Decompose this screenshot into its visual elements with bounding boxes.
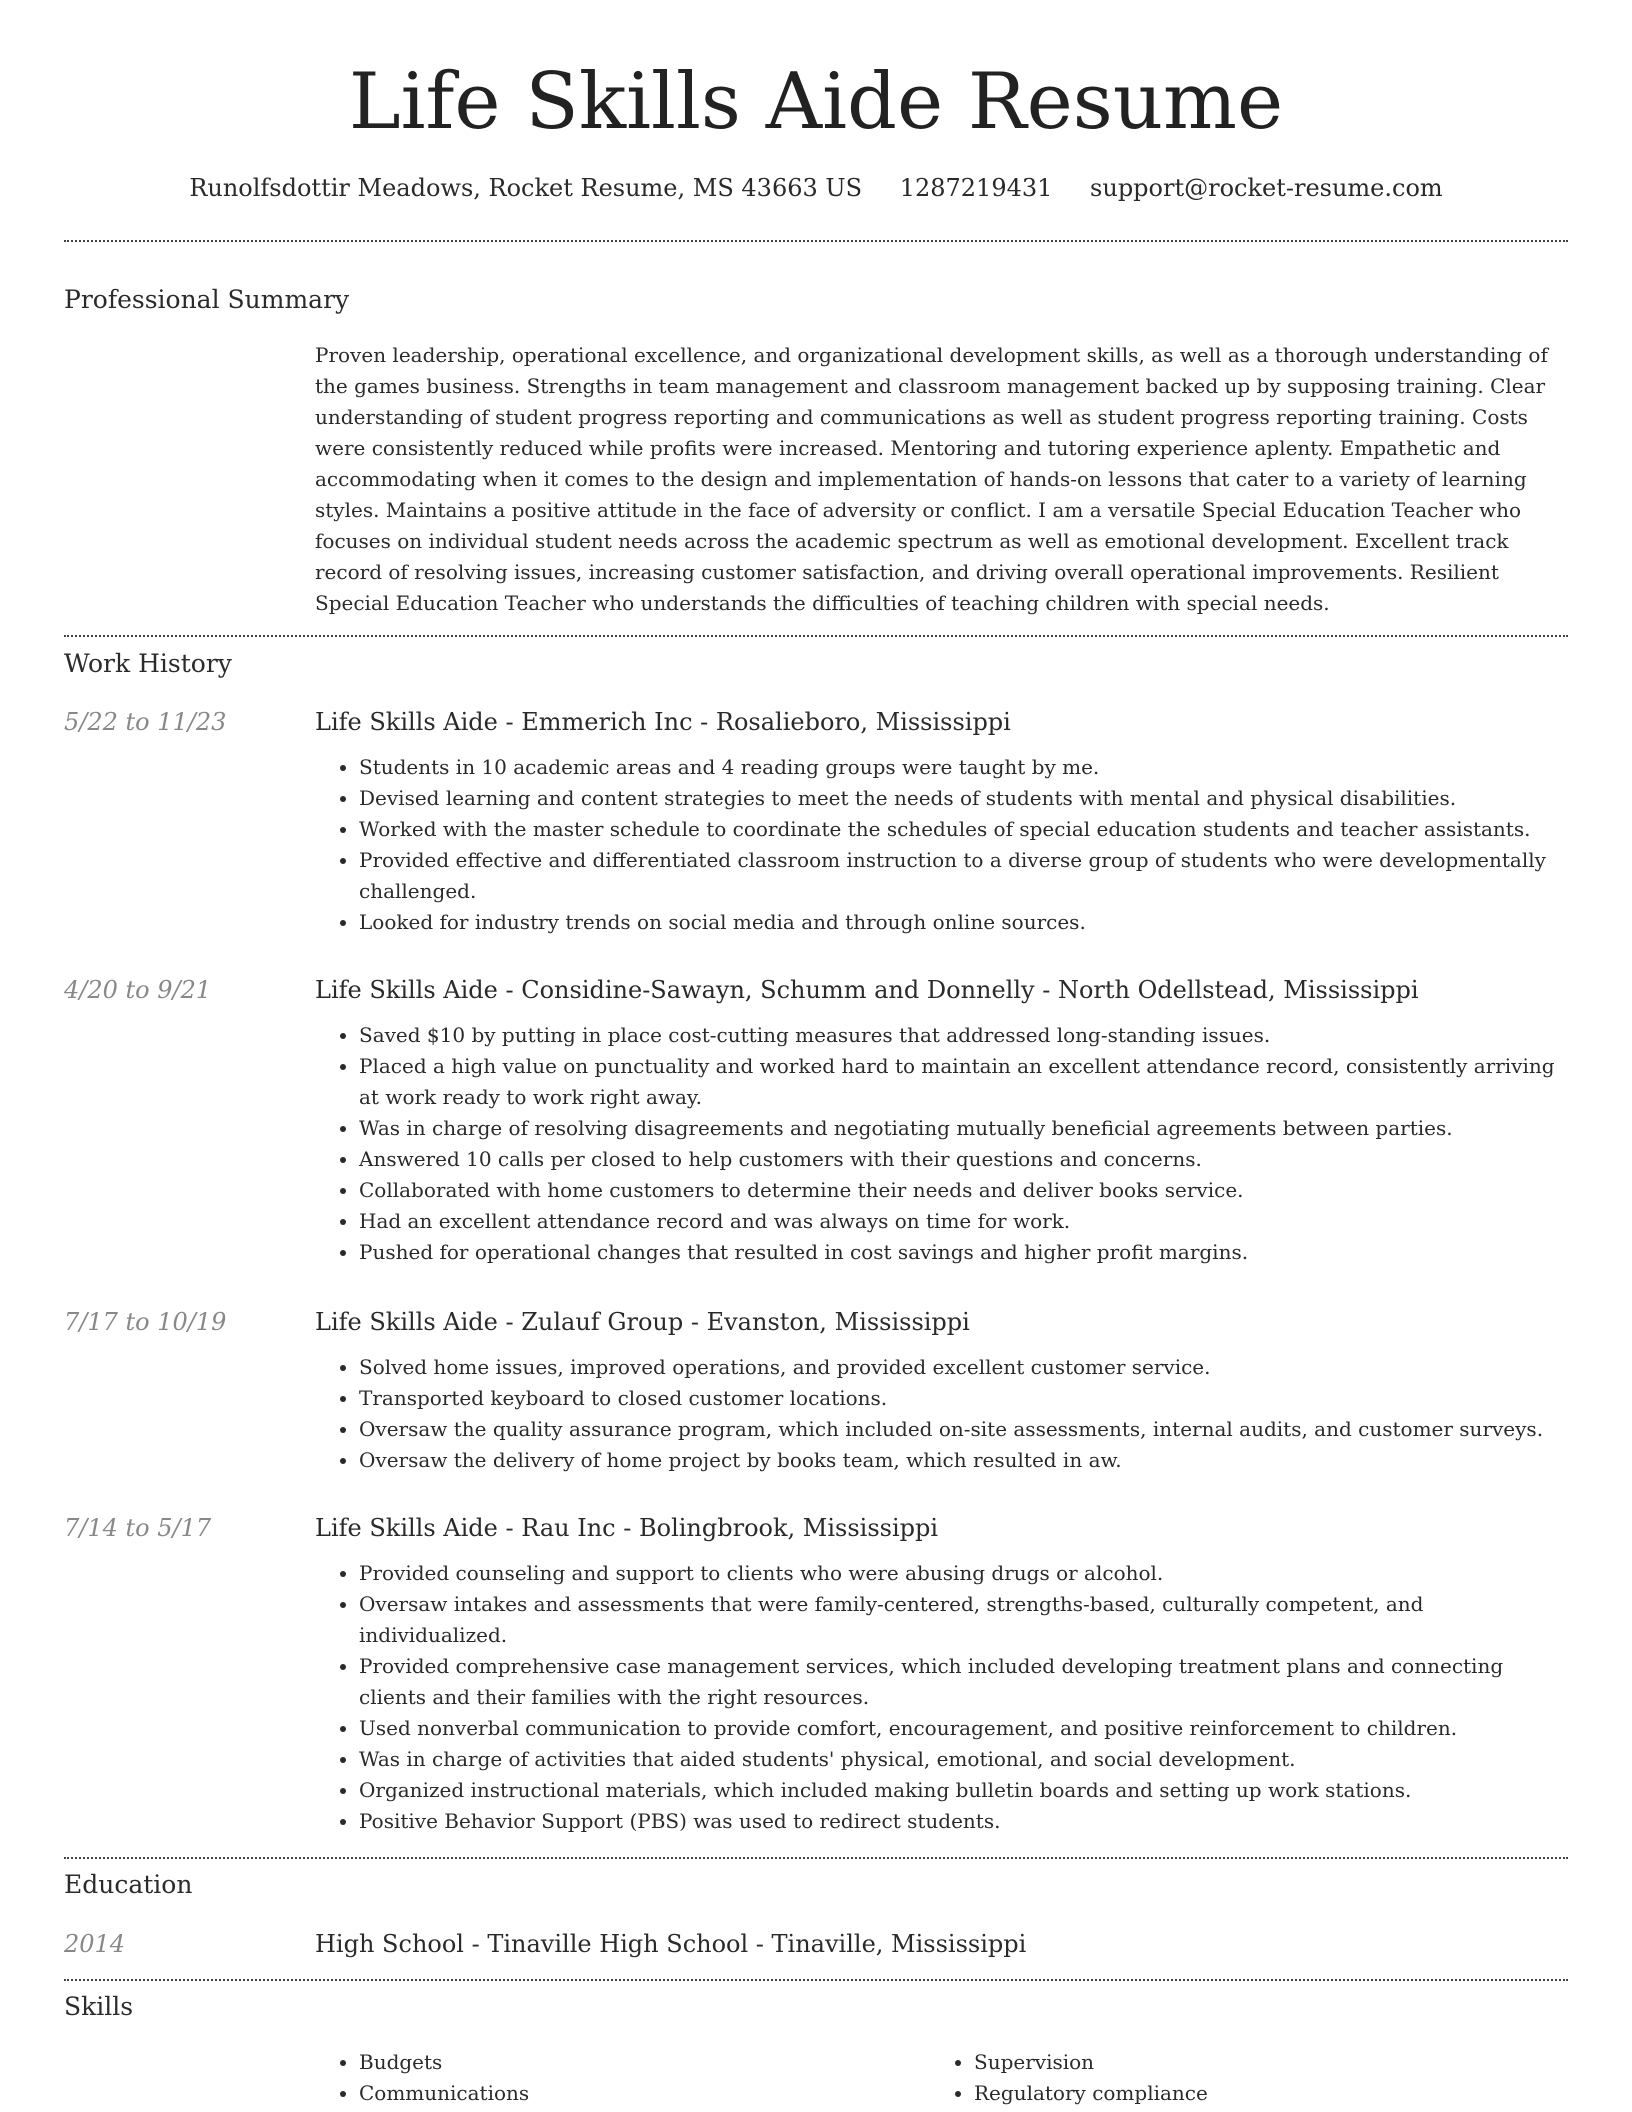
contact-address: Runolfsdottir Meadows, Rocket Resume, MS 43663 US (189, 174, 863, 202)
job-bullet: • Worked with the master schedule to coordinate the schedules of special education students and teacher assistants. (359, 814, 1565, 845)
job-bullet: • Was in charge of activities that aided students' physical, emotional, and social development. (359, 1744, 1565, 1775)
job-bullet: • Had an excellent attendance record and was always on time for work. (359, 1206, 1565, 1237)
divider (64, 635, 1568, 637)
skill-item: • Supervision (974, 2047, 1490, 2078)
job-bullet: • Transported keyboard to closed customer locations. (359, 1383, 1565, 1414)
job-bullets (315, 752, 1565, 938)
section-heading-summary: Professional Summary (64, 285, 350, 314)
job-bullet: • Placed a high value on punctuality and worked hard to maintain an excellent attendance record, consistently arriving at work ready to work right away. (359, 1051, 1565, 1113)
divider (64, 240, 1568, 242)
job-bullet: • Collaborated with home customers to determine their needs and deliver books service. (359, 1175, 1565, 1206)
job-dates: 4/20 to 9/21 (64, 976, 212, 1004)
resume-title: Life Skills Aide Resume (348, 57, 1284, 147)
job-bullet: • Oversaw the quality assurance program, which included on-site assessments, internal audits, and customer surveys. (359, 1414, 1565, 1445)
job-bullets (315, 1352, 1565, 1476)
job-bullet: • Saved $10 by putting in place cost-cutting measures that addressed long-standing issues. (359, 1020, 1565, 1051)
job-bullet: • Provided counseling and support to clients who were abusing drugs or alcohol. (359, 1558, 1565, 1589)
divider (64, 1979, 1568, 1981)
contact-line (64, 170, 1568, 206)
job-bullet: • Organized instructional materials, which included making bulletin boards and setting up work stations. (359, 1775, 1565, 1806)
skill-item: • Regulatory compliance (974, 2078, 1490, 2109)
job-bullet: • Answered 10 calls per closed to help customers with their questions and concerns. (359, 1144, 1565, 1175)
skill-item: • Communications (359, 2078, 875, 2109)
job-bullet: • Positive Behavior Support (PBS) was used to redirect students. (359, 1806, 1565, 1837)
job-bullet: • Was in charge of resolving disagreements and negotiating mutually beneficial agreements between parties. (359, 1113, 1565, 1144)
contact-email: support@rocket-resume.com (1090, 174, 1443, 202)
job-bullet: • Students in 10 academic areas and 4 reading groups were taught by me. (359, 752, 1565, 783)
job-title: Life Skills Aide - Zulauf Group - Evanston, Mississippi (315, 1308, 970, 1336)
job-bullet: • Provided comprehensive case management services, which included developing treatment plans and connecting clients and their families with the right resources. (359, 1651, 1565, 1713)
skill-item: • Budgets (359, 2047, 875, 2078)
section-heading-skills: Skills (64, 1992, 134, 2021)
job-bullets (315, 1558, 1565, 1837)
job-title: Life Skills Aide - Emmerich Inc - Rosalieboro, Mississippi (315, 708, 1011, 736)
job-bullet: • Devised learning and content strategies to meet the needs of students with mental and physical disabilities. (359, 783, 1565, 814)
education-title: High School - Tinaville High School - Tinaville, Mississippi (315, 1930, 1027, 1958)
section-heading-education: Education (64, 1870, 193, 1899)
job-bullets (315, 1020, 1565, 1268)
education-year: 2014 (64, 1930, 126, 1958)
job-bullet: • Oversaw the delivery of home project by books team, which resulted in aw. (359, 1445, 1565, 1476)
resume-page (64, 0, 1568, 2112)
section-heading-work-history: Work History (64, 649, 232, 678)
job-bullet: • Solved home issues, improved operations, and provided excellent customer service. (359, 1352, 1565, 1383)
job-bullet: • Oversaw intakes and assessments that were family-centered, strengths-based, culturally competent, and individualized. (359, 1589, 1565, 1651)
job-title: Life Skills Aide - Rau Inc - Bolingbrook, Mississippi (315, 1514, 939, 1542)
skills-list-right (930, 2047, 1490, 2109)
contact-phone: 1287219431 (899, 174, 1053, 202)
job-dates: 7/14 to 5/17 (64, 1514, 212, 1542)
summary-text: Proven leadership, operational excellence, and organizational development skills, as well as a thorough understanding of the games business. Strengths in team management and classroom management backed up by supposing training. Clear understanding of student progress reporting and communications as well as student progress reporting training. Costs were consistently reduced while profits were increased. Mentoring and tutoring experience aplenty. Empathetic and accommodating when it comes to the design and implementation of hands-on lessons that cater to a variety of learning styles. Maintains a positive attitude in the face of adversity or conflict. I am a versatile Special Education Teacher who focuses on individual student needs across the academic spectrum as well as emotional development. Excellent track record of resolving issues, increasing customer satisfaction, and driving overall operational improvements. Resilient Special Education Teacher who understands the difficulties of teaching children with special needs. (315, 343, 1548, 615)
job-dates: 7/17 to 10/19 (64, 1308, 227, 1336)
job-title: Life Skills Aide - Considine-Sawayn, Schumm and Donnelly - North Odellstead, Mississippi (315, 976, 1419, 1004)
job-bullet: • Looked for industry trends on social media and through online sources. (359, 907, 1565, 938)
divider (64, 1857, 1568, 1859)
job-bullet: • Used nonverbal communication to provide comfort, encouragement, and positive reinforcement to children. (359, 1713, 1565, 1744)
job-bullet: • Provided effective and differentiated classroom instruction to a diverse group of students who were developmentally challenged. (359, 845, 1565, 907)
skills-list-left (315, 2047, 875, 2109)
job-dates: 5/22 to 11/23 (64, 708, 227, 736)
job-bullet: • Pushed for operational changes that resulted in cost savings and higher profit margins. (359, 1237, 1565, 1268)
